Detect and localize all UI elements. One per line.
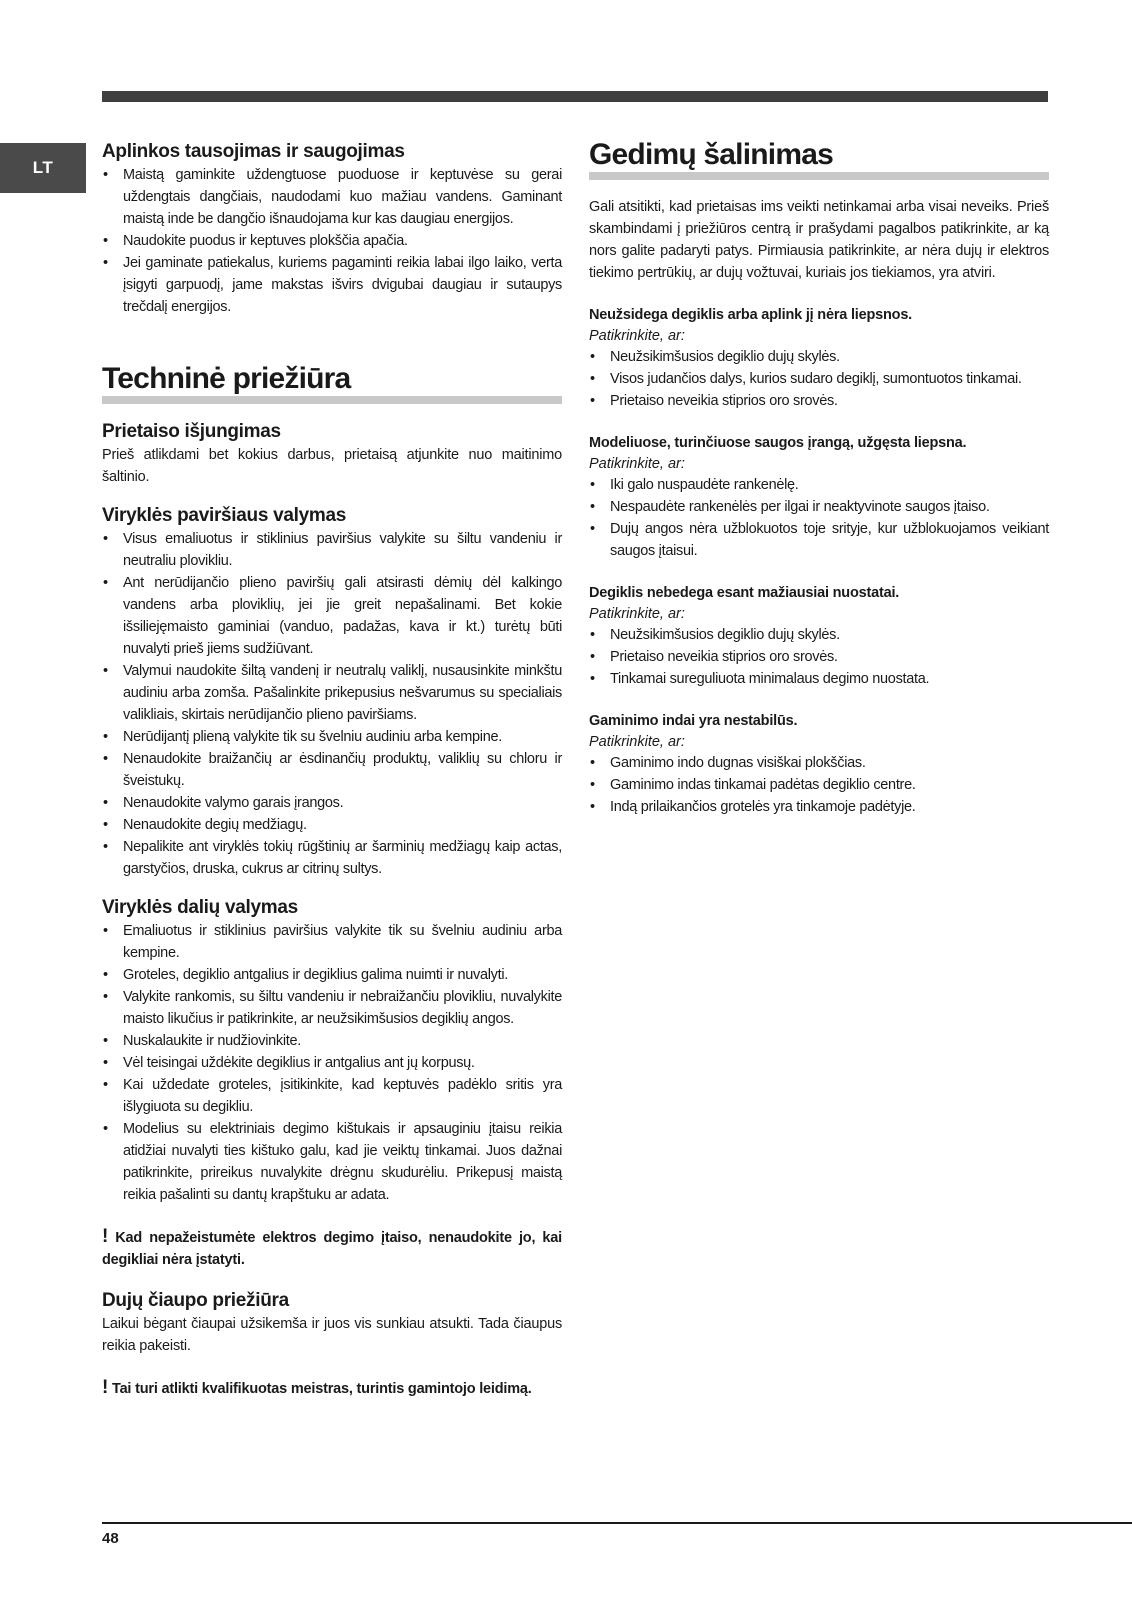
eco-section xyxy=(102,140,562,318)
list-item: • Maistą gaminkite uždengtuose puoduose ir keptuvėse su gerai uždengtais dangčiais, naudodami kuo mažiau vandens. Gaminant maistą inde be dangčio išnaudojama kur kas daugiau energijos. xyxy=(102,164,562,230)
list-item: • Valymui naudokite šiltą vandenį ir neutralų valiklį, nusausinkite minkštu audiniu arba zomša. Pašalinkite prikepusius nešvarumus su specialiais valikliais, skirtais nerūdijančio plieno paviršiams. xyxy=(102,660,562,726)
problem-block xyxy=(589,432,1049,562)
list-item: • Nepalikite ant viryklės tokių rūgštinių ar šarminių medžiagų kaip actas, garstyčios, druska, cukrus ar citrinų sultys. xyxy=(102,836,562,880)
check-label: Patikrinkite, ar: xyxy=(589,456,685,472)
list-item: • Nerūdijantį plieną valykite tik su švelniu audiniu arba kempine. xyxy=(102,726,562,748)
language-tab: LT xyxy=(0,143,86,193)
list-item: • Nenaudokite valymo garais įrangos. xyxy=(102,792,562,814)
surface-cleaning-heading: Viryklės paviršiaus valymas xyxy=(102,505,347,526)
list-item: • Naudokite puodus ir keptuves plokščia apačia. xyxy=(102,230,562,252)
troubleshooting-heading: Gedimų šalinimas xyxy=(589,138,1049,180)
top-header-rule xyxy=(102,91,1048,102)
parts-cleaning-list xyxy=(102,920,562,1206)
problem-block xyxy=(589,710,1049,818)
list-item: • Vėl teisingai uždėkite degiklius ir antgalius ant jų korpusų. xyxy=(102,1052,562,1074)
list-item: • Nuskalaukite ir nudžiovinkite. xyxy=(102,1030,562,1052)
list-item: • Tinkamai sureguliuota minimalaus degimo nuostata. xyxy=(589,668,1049,690)
list-item: • Nenaudokite degių medžiagų. xyxy=(102,814,562,836)
problem-checklist xyxy=(589,474,1049,562)
list-item: • Nespaudėte rankenėlės per ilgai ir neaktyvinote saugos įtaiso. xyxy=(589,496,1049,518)
list-item: • Visos judančios dalys, kurios sudaro degiklį, sumontuotos tinkamai. xyxy=(589,368,1049,390)
parts-cleaning-heading: Viryklės dalių valymas xyxy=(102,897,298,918)
switch-off-heading: Prietaiso išjungimas xyxy=(102,421,281,442)
problem-title: Degiklis nebedega esant mažiausiai nuostatai. xyxy=(589,585,900,601)
gas-tap-text: Laikui bėgant čiaupai užsikemša ir juos vis sunkiau atsukti. Tada čiaupus reikia pakeisti. xyxy=(102,1316,562,1354)
eco-heading: Aplinkos tausojimas ir saugojimas xyxy=(102,141,405,162)
check-label: Patikrinkite, ar: xyxy=(589,734,685,750)
list-item: • Modelius su elektriniais degimo kištukais ir apsauginiu įtaisu reikia atidžiai nuvalyti ties kištuko galu, kad jie veiktų tinkamai. Juos dažnai patikrinkite, prireikus nuvalykite drėgnu skudurėliu. Prikepusį maistą reikia pašalinti su dantų krapštuku ar adata. xyxy=(102,1118,562,1206)
list-item: • Gaminimo indo dugnas visiškai plokščias. xyxy=(589,752,1049,774)
problem-title: Gaminimo indai yra nestabilūs. xyxy=(589,713,798,729)
list-item: • Prietaiso neveikia stiprios oro srovės. xyxy=(589,390,1049,412)
gas-tap-warning xyxy=(102,1377,562,1400)
eco-list xyxy=(102,164,562,318)
troubleshooting-intro: Gali atsitikti, kad prietaisas ims veikti netinkamai arba visai neveiks. Prieš skambindami į priežiūros centrą ir prašydami pagalbos patikrinkite, ar ką nors galite padaryti patys. Pirmiausia patikrinkite, ar nėra dujų ir elektros tiekimo pertrūkių, ar dujų vožtuvai, kuriais jos tiekiamos, yra atviri. xyxy=(589,199,1049,281)
page-number: 48 xyxy=(102,1530,119,1547)
ignition-warning xyxy=(102,1226,562,1271)
gas-tap-warning-text: Tai turi atlikti kvalifikuotas meistras, turintis gamintojo leidimą. xyxy=(111,1381,532,1397)
list-item: • Valykite rankomis, su šiltu vandeniu ir nebraižančiu plovikliu, nuvalykite maisto likučius ir patikrinkite, ar neužsikimšusios degiklių angos. xyxy=(102,986,562,1030)
problem-title: Modeliuose, turinčiuose saugos įrangą, užgęsta liepsna. xyxy=(589,435,967,451)
parts-cleaning-section xyxy=(102,896,562,1271)
list-item: • Groteles, degiklio antgalius ir degiklius galima nuimti ir nuvalyti. xyxy=(102,964,562,986)
surface-cleaning-list xyxy=(102,528,562,880)
problem-checklist xyxy=(589,346,1049,412)
list-item: • Nenaudokite braižančių ar ėsdinančių produktų, valiklių su chloru ir šveistukų. xyxy=(102,748,562,792)
switch-off-text: Prieš atlikdami bet kokius darbus, prietaisą atjunkite nuo maitinimo šaltinio. xyxy=(102,447,562,485)
list-item: • Emaliuotus ir stiklinius paviršius valykite tik su švelniu audiniu arba kempine. xyxy=(102,920,562,964)
check-label: Patikrinkite, ar: xyxy=(589,606,685,622)
gas-tap-heading: Dujų čiaupo priežiūra xyxy=(102,1290,289,1311)
surface-cleaning-section xyxy=(102,504,562,880)
warning-icon: ! xyxy=(102,1377,109,1398)
maintenance-heading: Techninė priežiūra xyxy=(102,362,562,404)
gas-tap-section xyxy=(102,1289,562,1400)
list-item: • Iki galo nuspaudėte rankenėlę. xyxy=(589,474,1049,496)
problem-block xyxy=(589,582,1049,690)
ignition-warning-text: Kad nepažeistumėte elektros degimo įtaiso, nenaudokite jo, kai degikliai nėra įstatyti. xyxy=(102,1230,562,1268)
list-item: • Jei gaminate patiekalus, kuriems pagaminti reikia labai ilgo laiko, verta įsigyti garpuodį, jame makstas išvirs dvigubai daugiau ir sutaupys trečdalį energijos. xyxy=(102,252,562,318)
problem-block xyxy=(589,304,1049,412)
switch-off-section xyxy=(102,420,562,488)
list-item: • Kai uždedate groteles, įsitikinkite, kad keptuvės padėklo sritis yra išlygiuota su degikliu. xyxy=(102,1074,562,1118)
list-item: • Dujų angos nėra užblokuotos toje srityje, kur užblokuojamos veikiant saugos įtaisui. xyxy=(589,518,1049,562)
list-item: • Indą prilaikančios grotelės yra tinkamoje padėtyje. xyxy=(589,796,1049,818)
list-item: • Ant nerūdijančio plieno paviršių gali atsirasti dėmių dėl kalkingo vandens arba ploviklių, jei jie greit nepašalinami. Bet kokie išsiliejęmaisto gaminiai (vanduo, padažas, kava ir kt.) turėtų būti nuvalyti prieš jiems sudžiūvant. xyxy=(102,572,562,660)
list-item: • Visus emaliuotus ir stiklinius paviršius valykite su šiltu vandeniu ir neutraliu plovikliu. xyxy=(102,528,562,572)
list-item: • Neužsikimšusios degiklio dujų skylės. xyxy=(589,346,1049,368)
problem-checklist xyxy=(589,752,1049,818)
warning-icon: ! xyxy=(102,1226,109,1247)
problem-checklist xyxy=(589,624,1049,690)
list-item: • Neužsikimšusios degiklio dujų skylės. xyxy=(589,624,1049,646)
list-item: • Prietaiso neveikia stiprios oro srovės. xyxy=(589,646,1049,668)
list-item: • Gaminimo indas tinkamai padėtas degiklio centre. xyxy=(589,774,1049,796)
check-label: Patikrinkite, ar: xyxy=(589,328,685,344)
problem-title: Neužsidega degiklis arba aplink jį nėra liepsnos. xyxy=(589,307,913,323)
footer-rule xyxy=(102,1522,1132,1524)
right-column xyxy=(589,138,1049,818)
left-column xyxy=(102,140,562,1400)
